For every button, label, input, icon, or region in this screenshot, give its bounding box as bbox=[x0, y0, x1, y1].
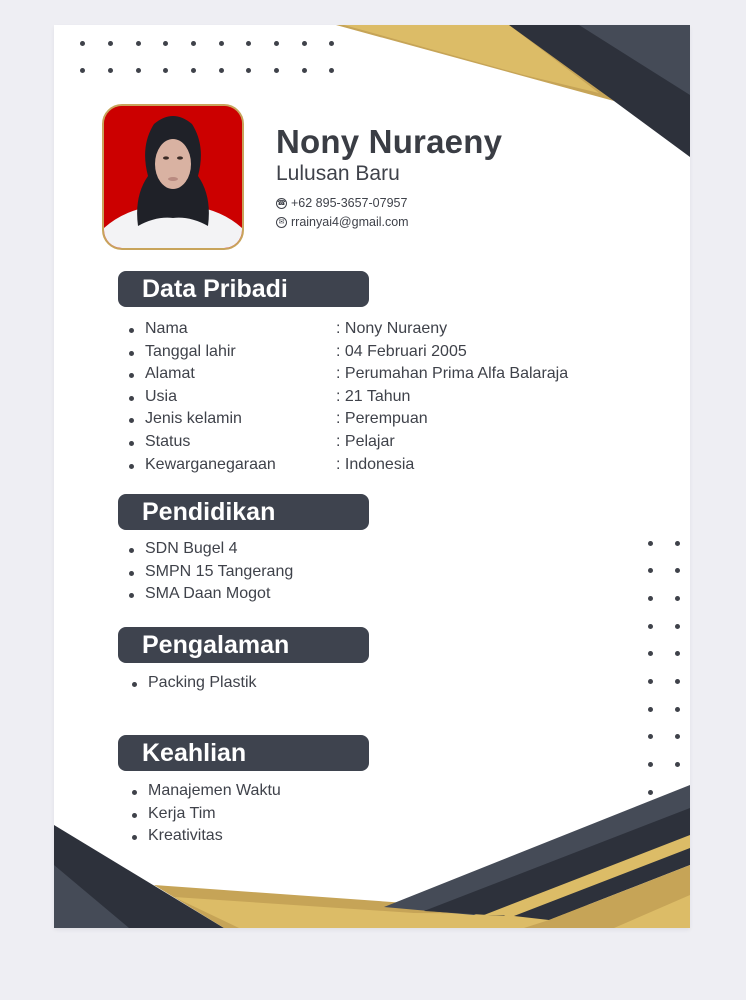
list-item: Kreativitas bbox=[129, 825, 281, 848]
skills-list bbox=[129, 780, 281, 848]
email-icon: ✉ bbox=[276, 217, 287, 228]
list-item bbox=[126, 363, 569, 386]
field-value: : Perempuan bbox=[336, 410, 428, 428]
field-label: Status bbox=[145, 432, 191, 450]
list-item: SMPN 15 Tangerang bbox=[126, 561, 293, 584]
field-label: Jenis kelamin bbox=[145, 410, 242, 428]
field-label: Kewarganegaraan bbox=[145, 455, 276, 473]
field-value: : Indonesia bbox=[336, 455, 415, 473]
field-value: : Perumahan Prima Alfa Balaraja bbox=[336, 365, 569, 383]
field-label: Tanggal lahir bbox=[145, 342, 236, 360]
list-item: Kerja Tim bbox=[129, 803, 281, 826]
section-heading-keahlian: Keahlian bbox=[118, 735, 369, 771]
field-value: : Nony Nuraeny bbox=[336, 320, 448, 337]
field-value: : 21 Tahun bbox=[336, 387, 411, 405]
education-list bbox=[126, 538, 293, 606]
profile-photo bbox=[102, 104, 244, 250]
candidate-name: Nony Nuraeny bbox=[276, 123, 503, 160]
email-contact bbox=[276, 215, 409, 229]
phone-icon: ☎ bbox=[277, 199, 286, 207]
resume-card bbox=[54, 25, 690, 928]
list-item bbox=[126, 386, 411, 409]
list-item bbox=[126, 408, 428, 431]
list-item bbox=[126, 431, 395, 454]
section-heading-data-pribadi: Data Pribadi bbox=[118, 271, 369, 307]
list-item: Packing Plastik bbox=[129, 672, 257, 695]
list-item: SMA Daan Mogot bbox=[126, 583, 293, 606]
section-heading-pengalaman: Pengalaman bbox=[118, 627, 369, 663]
phone-number: +62 895-3657-07957 bbox=[291, 196, 408, 210]
phone-contact bbox=[276, 196, 407, 210]
list-item bbox=[126, 454, 415, 477]
list-item: SDN Bugel 4 bbox=[126, 538, 293, 561]
list-item bbox=[126, 341, 467, 364]
list-item bbox=[126, 318, 448, 341]
email-address: rrainyai4@gmail.com bbox=[291, 215, 409, 229]
field-value: : 04 Februari 2005 bbox=[336, 342, 467, 360]
field-value: : Pelajar bbox=[336, 432, 395, 450]
field-label: Nama bbox=[145, 320, 188, 337]
section-heading-pendidikan: Pendidikan bbox=[118, 494, 369, 530]
experience-list bbox=[129, 672, 257, 695]
list-item: Manajemen Waktu bbox=[129, 780, 281, 803]
personal-data-list bbox=[126, 318, 569, 476]
field-label: Usia bbox=[145, 387, 178, 405]
candidate-role: Lulusan Baru bbox=[276, 162, 400, 185]
field-label: Alamat bbox=[145, 365, 195, 383]
